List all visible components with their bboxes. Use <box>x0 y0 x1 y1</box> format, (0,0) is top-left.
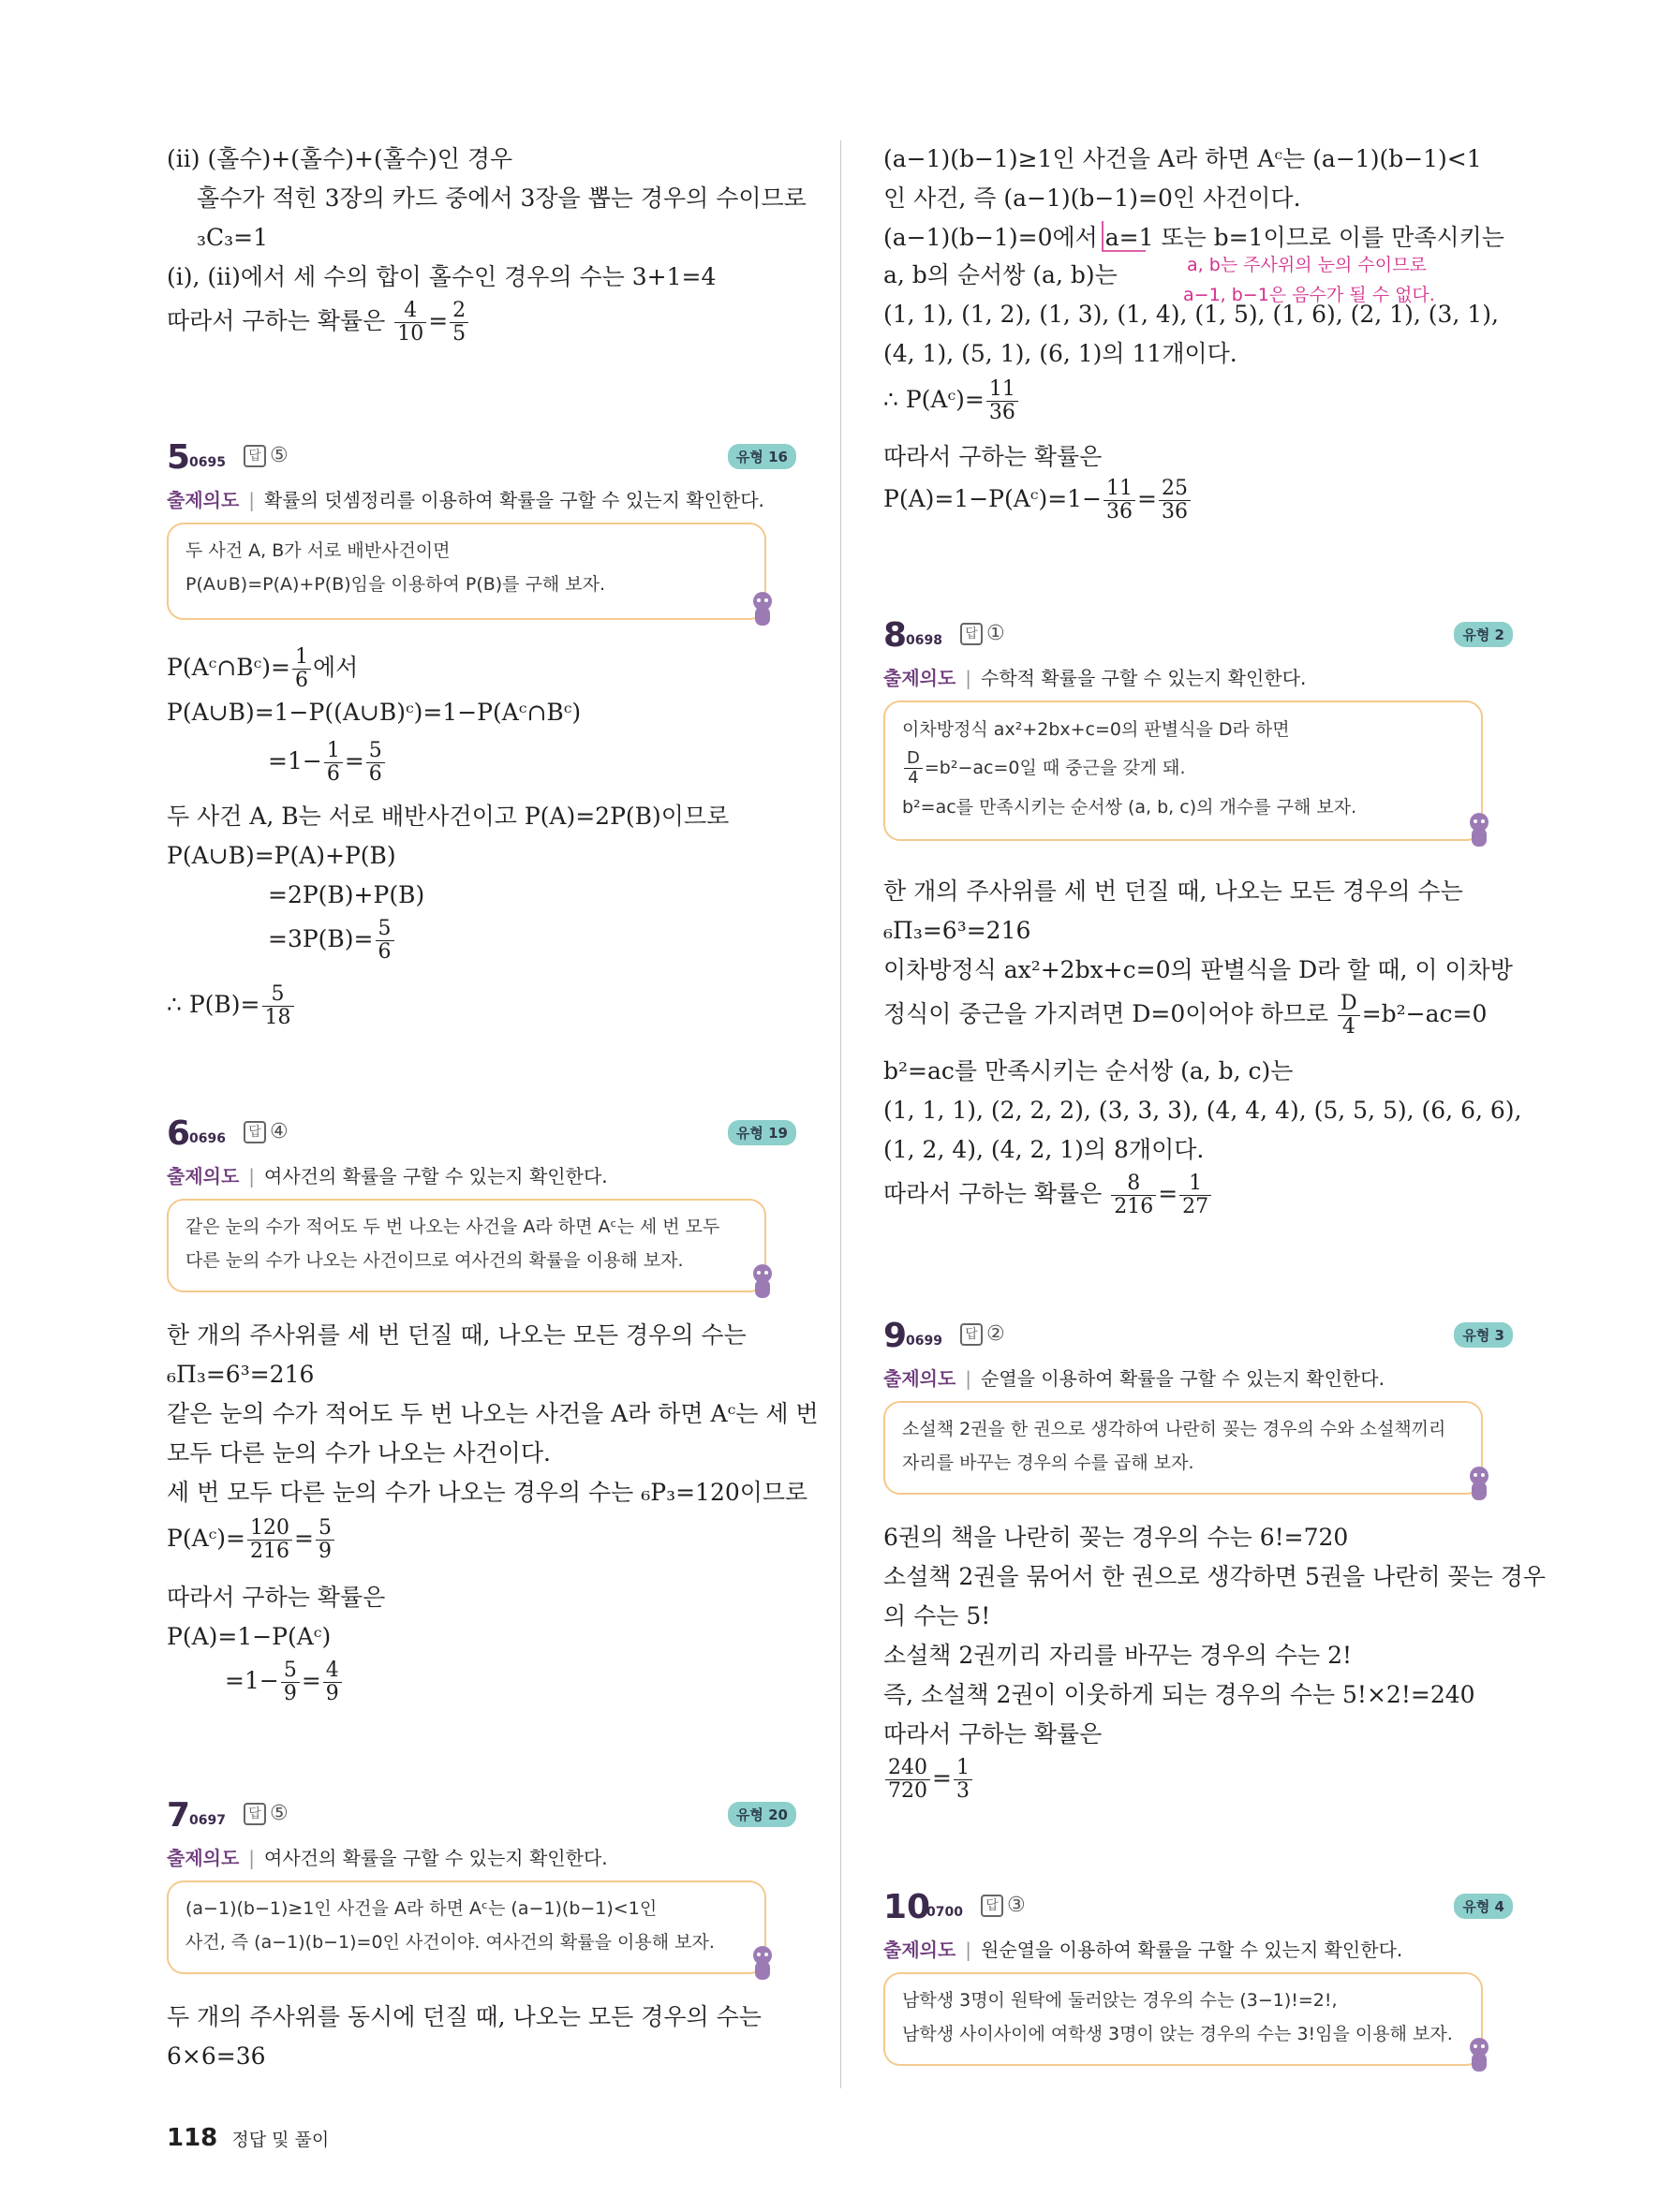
numerator: 8 <box>1111 1172 1156 1196</box>
mascot-icon <box>749 1262 776 1304</box>
math-line <box>167 983 296 1029</box>
hint-line <box>902 749 1464 788</box>
answer <box>244 444 289 467</box>
problem-code: 0699 <box>906 1334 942 1349</box>
fraction <box>262 983 294 1029</box>
denominator: 6 <box>326 762 340 786</box>
math-line: =2P(B)+P(B) <box>268 881 425 908</box>
numerator: 1 <box>292 646 311 670</box>
fraction <box>394 300 426 346</box>
hint-box <box>883 700 1483 841</box>
hint-box <box>167 523 766 620</box>
text: 따라서 구하는 확률은 <box>883 1180 1110 1207</box>
answer-icon: 답 <box>244 1121 266 1143</box>
text: 따라서 구하는 확률은 <box>167 307 393 334</box>
math-line <box>883 378 1020 424</box>
mascot-icon <box>1466 811 1492 852</box>
fraction <box>1338 993 1360 1039</box>
intent-label: 출제의도 <box>883 1367 956 1390</box>
numerator: 1 <box>1179 1172 1211 1196</box>
equals: = <box>344 747 364 774</box>
text-line: 두 개의 주사위를 동시에 던질 때, 나오는 모든 경우의 수는 <box>167 2003 762 2030</box>
math-line: P(A∪B)=1−P((A∪B)ᶜ)=1−P(Aᶜ∩Bᶜ) <box>167 699 582 726</box>
text-line: ₃C₃=1 <box>197 224 269 251</box>
text-line: 인 사건, 즉 (a−1)(b−1)=0인 사건이다. <box>883 184 1301 212</box>
denominator: 216 <box>1114 1195 1154 1218</box>
text-line: 모두 다른 눈의 수가 나오는 사건이다. <box>167 1439 551 1467</box>
numerator: 1 <box>324 740 343 763</box>
text: 에서 <box>312 654 359 681</box>
math-line <box>167 300 470 346</box>
math-line <box>167 646 358 692</box>
text-line: 6권의 책을 나란히 꽂는 경우의 수는 6!=720 <box>883 1524 1349 1551</box>
column-divider <box>840 140 841 2088</box>
denominator: 36 <box>988 401 1015 424</box>
equals: = <box>301 1667 321 1694</box>
equals: = <box>428 307 449 334</box>
text-line: 즉, 소설책 2권이 이웃하게 되는 경우의 수는 5!×2!=240 <box>883 1681 1475 1708</box>
text-line: 한 개의 주사위를 세 번 던질 때, 나오는 모든 경우의 수는 <box>167 1321 747 1349</box>
intent-text: 순열을 이용하여 확률을 구할 수 있는지 확인한다. <box>981 1367 1385 1390</box>
denominator: 5 <box>452 322 467 346</box>
numerator: 5 <box>376 918 394 941</box>
intent-label: 출제의도 <box>167 489 240 511</box>
mascot-icon <box>749 590 776 631</box>
intent-text: 여사건의 확률을 구할 수 있는지 확인한다. <box>264 1165 608 1187</box>
text: P(Aᶜ)= <box>167 1525 245 1552</box>
math-line: ₆Π₃=6³=216 <box>883 917 1031 944</box>
numerator: 2 <box>450 300 468 323</box>
text-line: (4, 1), (5, 1), (6, 1)의 11개이다. <box>883 340 1237 367</box>
hint-box <box>167 1199 766 1292</box>
math-line: P(A∪B)=P(A)+P(B) <box>167 842 396 869</box>
numerator: 11 <box>1104 478 1135 501</box>
hint-box <box>883 1972 1483 2066</box>
intent-separator: | <box>248 1165 256 1187</box>
intent-text: 여사건의 확률을 구할 수 있는지 확인한다. <box>264 1847 608 1869</box>
intent-label: 출제의도 <box>167 1165 240 1187</box>
intent <box>883 663 1306 690</box>
text-line: b²=ac를 만족시키는 순서쌍 (a, b, c)는 <box>883 1057 1294 1084</box>
fraction <box>1104 478 1135 524</box>
text-line: (i), (ii)에서 세 수의 합이 홀수인 경우의 수는 3+1=4 <box>167 263 717 290</box>
fraction <box>904 749 923 788</box>
answer <box>960 622 1005 645</box>
numerator: 240 <box>885 1757 930 1780</box>
type-badge: 유형 3 <box>1454 1322 1513 1348</box>
intent-label: 출제의도 <box>883 1939 956 1961</box>
text-line: 홀수가 적힌 3장의 카드 중에서 3장을 뽑는 경우의 수이므로 <box>197 184 807 212</box>
problem-7-header <box>167 1796 796 1834</box>
intent <box>883 1935 1402 1962</box>
denominator: 3 <box>955 1779 970 1803</box>
intent-text: 원순열을 이용하여 확률을 구할 수 있는지 확인한다. <box>981 1939 1403 1961</box>
hint-line: 소설책 2권을 한 권으로 생각하여 나란히 꽂는 경우의 수와 소설책끼리 <box>902 1419 1446 1439</box>
fraction <box>954 1757 972 1803</box>
numerator: 120 <box>247 1517 292 1541</box>
text-line: (ii) (홀수)+(홀수)+(홀수)인 경우 <box>167 145 513 172</box>
annotation-note: a, b는 주사위의 눈의 수이므로 <box>1187 255 1427 275</box>
problem-8-header <box>883 616 1513 654</box>
problem-number: 5 <box>167 438 191 477</box>
annotation-note: a−1, b−1은 음수가 될 수 없다. <box>1183 285 1435 305</box>
fraction <box>316 1517 334 1563</box>
problem-number: 8 <box>883 616 908 655</box>
mascot-icon <box>1466 2036 1492 2077</box>
hint-line: 남학생 사이사이에 여학생 3명이 앉는 경우의 수는 3!임을 이용해 보자. <box>902 2024 1453 2044</box>
intent-label: 출제의도 <box>167 1847 240 1869</box>
text-line: 의 수는 5! <box>883 1602 991 1630</box>
page-footer <box>167 2124 329 2152</box>
fraction <box>366 740 385 786</box>
hint-line: (a−1)(b−1)≥1인 사건을 A라 하면 Aᶜ는 (a−1)(b−1)<1인 <box>185 1898 658 1919</box>
problem-number: 7 <box>167 1796 191 1835</box>
intent-separator: | <box>965 1939 972 1961</box>
math-line <box>268 740 387 786</box>
text: =b²−ac=0일 때 중근을 갖게 돼. <box>924 758 1186 778</box>
text-line: 따라서 구하는 확률은 <box>883 443 1103 470</box>
text-line: (a−1)(b−1)≥1인 사건을 A라 하면 Aᶜ는 (a−1)(b−1)<1 <box>883 145 1482 172</box>
numerator: 4 <box>323 1659 342 1683</box>
page-number: 118 <box>167 2124 218 2152</box>
math-line <box>883 1757 974 1803</box>
text: P(A)=1−P(Aᶜ)=1− <box>883 485 1103 512</box>
hint-box <box>883 1401 1483 1495</box>
annotation-arrow <box>1101 219 1148 257</box>
answer-icon: 답 <box>960 623 983 645</box>
hint-line: 자리를 바꾸는 경우의 수를 곱해 보자. <box>902 1453 1194 1473</box>
hint-line: 이차방정식 ax²+2bx+c=0의 판별식을 D라 하면 <box>902 719 1290 740</box>
text-line: (a−1)(b−1)=0에서 a=1 또는 b=1이므로 이를 만족시키는 <box>883 224 1504 251</box>
answer-value: ② <box>986 1322 1005 1346</box>
intent-separator: | <box>965 1367 972 1390</box>
intent <box>883 1364 1385 1391</box>
denominator: 4 <box>908 768 919 788</box>
intent-separator: | <box>248 489 256 511</box>
math-line: ₆Π₃=6³=216 <box>167 1361 315 1388</box>
problem-code: 0695 <box>189 455 226 470</box>
type-badge: 유형 4 <box>1454 1894 1513 1919</box>
math-line <box>883 1172 1213 1218</box>
denominator: 6 <box>378 940 392 964</box>
text-line: a, b의 순서쌍 (a, b)는 <box>883 261 1118 288</box>
equals: = <box>1137 485 1157 512</box>
denominator: 10 <box>397 322 424 346</box>
answer <box>244 1802 289 1825</box>
problem-code: 0698 <box>906 633 942 648</box>
answer-icon: 답 <box>244 1803 266 1825</box>
denominator: 18 <box>264 1006 291 1029</box>
numerator: 11 <box>986 378 1018 402</box>
hint-line: 같은 눈의 수가 적어도 두 번 나오는 사건을 A라 하면 Aᶜ는 세 번 모두 <box>185 1217 720 1237</box>
numerator: 5 <box>366 740 385 763</box>
fraction <box>1111 1172 1156 1218</box>
text-line: 두 사건 A, B는 서로 배반사건이고 P(A)=2P(B)이므로 <box>167 803 730 830</box>
text: =b²−ac=0 <box>1361 1000 1488 1027</box>
numerator: 1 <box>954 1757 972 1780</box>
fraction <box>885 1757 930 1803</box>
intent <box>167 1161 608 1188</box>
hint-box <box>167 1880 766 1974</box>
type-badge: 유형 16 <box>728 444 796 469</box>
answer-value: ⑤ <box>270 1802 289 1825</box>
intent-label: 출제의도 <box>883 667 956 689</box>
answer <box>960 1322 1005 1346</box>
denominator: 6 <box>294 669 308 692</box>
problem-number: 10 <box>883 1888 931 1926</box>
numerator: 4 <box>394 300 426 323</box>
denominator: 27 <box>1182 1195 1209 1218</box>
hint-line: 다른 눈의 수가 나오는 사건이므로 여사건의 확률을 이용해 보자. <box>185 1250 684 1271</box>
text: P(Aᶜ∩Bᶜ)= <box>167 654 290 681</box>
problem-number: 6 <box>167 1114 191 1153</box>
fraction <box>292 646 311 692</box>
numerator: 5 <box>281 1659 300 1683</box>
hint-line: 남학생 3명이 원탁에 둘러앉는 경우의 수는 (3−1)!=2!, <box>902 1990 1338 2011</box>
footer-label: 정답 및 풀이 <box>231 2130 330 2150</box>
numerator: 5 <box>262 983 294 1007</box>
text: ∴ P(B)= <box>167 991 260 1018</box>
text-line: 소설책 2권끼리 자리를 바꾸는 경우의 수는 2! <box>883 1642 1353 1669</box>
answer <box>244 1120 289 1143</box>
fraction <box>247 1517 292 1563</box>
text: =1− <box>268 747 322 774</box>
fraction <box>323 1659 342 1705</box>
intent-text: 수학적 확률을 구할 수 있는지 확인한다. <box>981 667 1307 689</box>
denominator: 4 <box>1341 1015 1355 1039</box>
numerator: 25 <box>1159 478 1191 501</box>
denominator: 6 <box>368 762 382 786</box>
denominator: 36 <box>1161 500 1188 524</box>
math-line <box>225 1659 344 1705</box>
type-badge: 유형 19 <box>728 1120 796 1145</box>
fraction <box>1159 478 1191 524</box>
text-line: 따라서 구하는 확률은 <box>167 1584 386 1611</box>
answer-icon: 답 <box>244 445 266 467</box>
text-line: (1, 1), (1, 2), (1, 3), (1, 4), (1, 5), (1, 6), (2, 1), (3, 1), <box>883 301 1499 328</box>
denominator: 216 <box>249 1540 289 1563</box>
problem-9-header <box>883 1317 1513 1354</box>
numerator: 5 <box>316 1517 334 1541</box>
fraction <box>1179 1172 1211 1218</box>
problem-10-header <box>883 1888 1513 1925</box>
fraction <box>324 740 343 786</box>
answer-value: ③ <box>1007 1894 1026 1917</box>
denominator: 36 <box>1106 500 1133 524</box>
fraction <box>376 918 394 964</box>
text-line: 세 번 모두 다른 눈의 수가 나오는 경우의 수는 ₆P₃=120이므로 <box>167 1479 808 1506</box>
fraction <box>450 300 468 346</box>
numerator: D <box>1338 993 1360 1016</box>
denominator: 9 <box>318 1540 332 1563</box>
math-line <box>268 918 396 964</box>
math-line <box>883 478 1192 524</box>
answer <box>981 1894 1026 1917</box>
text-line: 한 개의 주사위를 세 번 던질 때, 나오는 모든 경우의 수는 <box>883 877 1463 905</box>
text-line: 소설책 2권을 묶어서 한 권으로 생각하면 5권을 나란히 꽂는 경우 <box>883 1563 1547 1590</box>
answer-icon: 답 <box>960 1323 983 1346</box>
numerator: D <box>904 749 923 769</box>
intent-separator: | <box>248 1847 256 1869</box>
intent-text: 확률의 덧셈정리를 이용하여 확률을 구할 수 있는지 확인한다. <box>264 489 764 511</box>
problem-code: 0700 <box>926 1905 963 1920</box>
text: =1− <box>225 1667 279 1694</box>
text-line: 따라서 구하는 확률은 <box>883 1720 1103 1747</box>
type-badge: 유형 2 <box>1454 622 1513 647</box>
math-line: P(A)=1−P(Aᶜ) <box>167 1623 332 1650</box>
problem-code: 0697 <box>189 1813 226 1828</box>
text: ∴ P(Aᶜ)= <box>883 386 985 413</box>
text: =3P(B)= <box>268 925 374 952</box>
equals: = <box>932 1764 952 1792</box>
denominator: 9 <box>283 1682 297 1705</box>
problem-number: 9 <box>883 1317 908 1355</box>
fraction <box>986 378 1018 424</box>
equals: = <box>293 1525 314 1552</box>
intent <box>167 485 764 512</box>
answer-icon: 답 <box>981 1895 1003 1917</box>
math-line <box>883 993 1487 1039</box>
math-line: 6×6=36 <box>167 2042 266 2070</box>
problem-5-header <box>167 438 796 476</box>
answer-value: ⑤ <box>270 444 289 467</box>
denominator: 720 <box>888 1779 927 1803</box>
problem-6-header <box>167 1114 796 1152</box>
text-line: (1, 2, 4), (4, 2, 1)의 8개이다. <box>883 1136 1205 1163</box>
intent <box>167 1843 608 1870</box>
text-line: (1, 1, 1), (2, 2, 2), (3, 3, 3), (4, 4, 4), (5, 5, 5), (6, 6, 6), <box>883 1097 1522 1124</box>
hint-line: 사건, 즉 (a−1)(b−1)=0인 사건이야. 여사건의 확률을 이용해 보자. <box>185 1932 715 1953</box>
answer-value: ① <box>986 622 1005 645</box>
type-badge: 유형 20 <box>728 1802 796 1827</box>
answer-value: ④ <box>270 1120 289 1143</box>
intent-separator: | <box>965 667 972 689</box>
equals: = <box>1158 1180 1178 1207</box>
math-line <box>167 1517 336 1563</box>
hint-line: P(A∪B)=P(A)+P(B)임을 이용하여 P(B)를 구해 보자. <box>185 574 606 595</box>
mascot-icon <box>749 1944 776 1985</box>
hint-line: 두 사건 A, B가 서로 배반사건이면 <box>185 540 451 561</box>
denominator: 9 <box>325 1682 339 1705</box>
hint-line: b²=ac를 만족시키는 순서쌍 (a, b, c)의 개수를 구해 보자. <box>902 797 1357 818</box>
fraction <box>281 1659 300 1705</box>
text: 정식이 중근을 가지려면 D=0이어야 하므로 <box>883 1000 1337 1027</box>
problem-code: 0696 <box>189 1131 226 1146</box>
text-line: 이차방정식 ax²+2bx+c=0의 판별식을 D라 할 때, 이 이차방 <box>883 956 1513 983</box>
mascot-icon <box>1466 1465 1492 1506</box>
text-line: 같은 눈의 수가 적어도 두 번 나오는 사건을 A라 하면 Aᶜ는 세 번 <box>167 1400 819 1427</box>
